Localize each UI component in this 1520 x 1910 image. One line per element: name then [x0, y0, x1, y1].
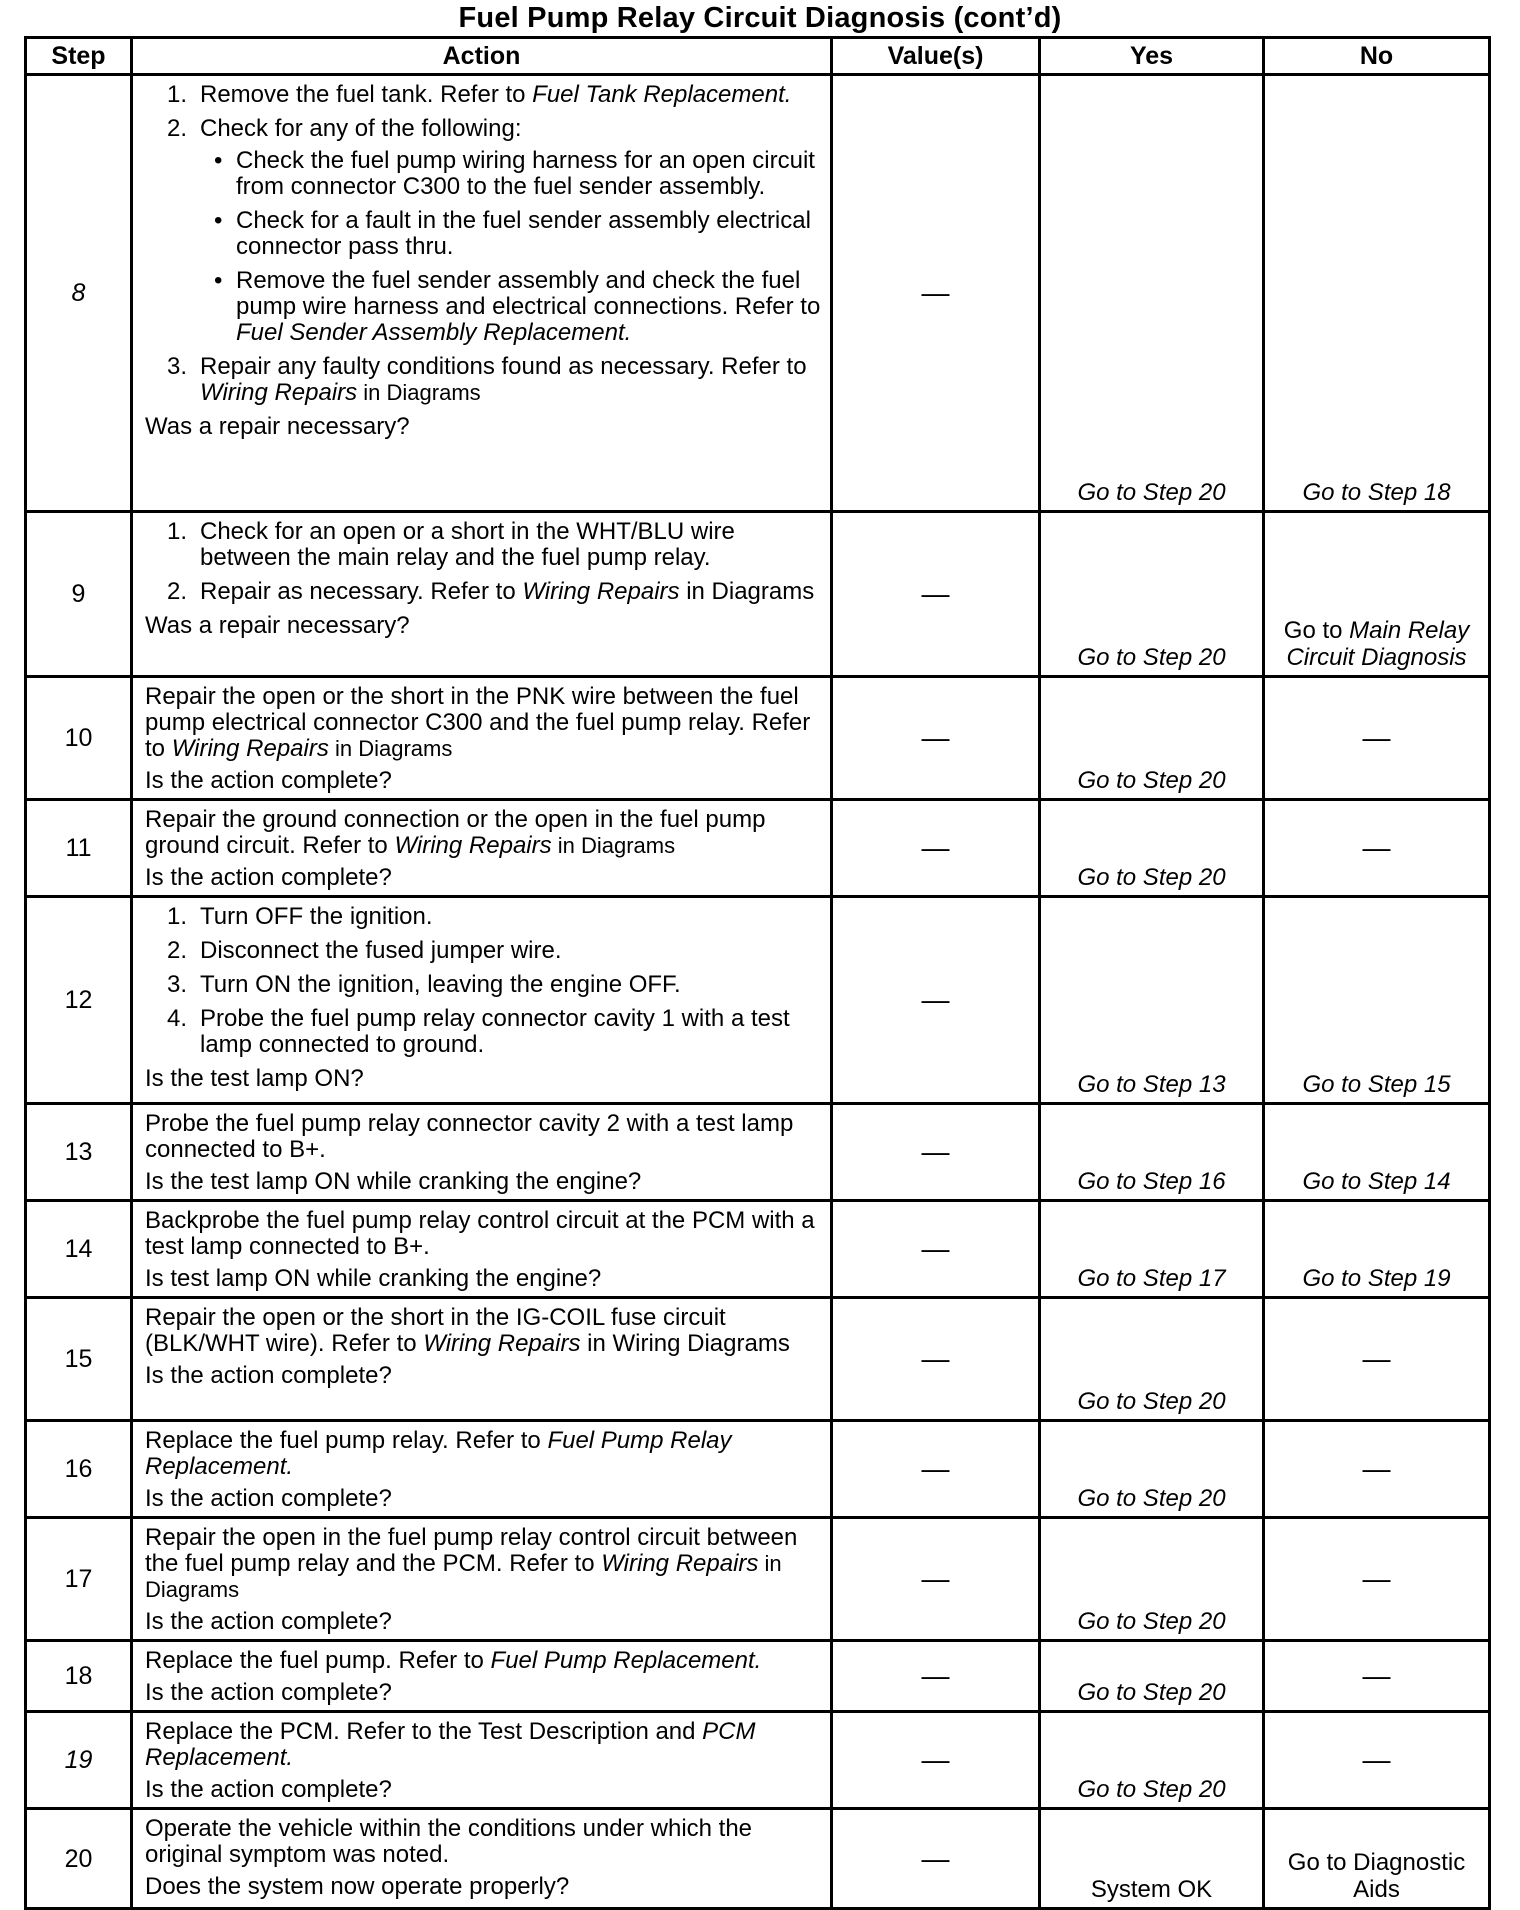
action-text: Replace the fuel pump relay. Refer to — [145, 1427, 548, 1454]
action-cell — [132, 1641, 832, 1712]
yes-outcome[interactable]: Go to Step 17 — [1077, 1265, 1226, 1292]
no-outcome[interactable]: Go to Step 15 — [1302, 1071, 1451, 1098]
step-number: 10 — [26, 677, 132, 800]
table-row — [26, 677, 1490, 800]
question-text: Is the action complete? — [145, 1362, 392, 1389]
reference-link[interactable]: Wiring Repairs — [171, 735, 329, 762]
action-text: Repair the open or the short in the PNK wire between the fuel pump electrical connector C300 and the fuel pump relay. Refer to — [145, 683, 811, 762]
reference-link[interactable]: Main Relay Circuit Diagnosis — [1286, 617, 1470, 671]
table-row — [26, 1641, 1490, 1712]
table-row — [26, 1104, 1490, 1201]
yes-outcome[interactable]: Go to Step 20 — [1077, 479, 1226, 506]
no-outcome: — — [1362, 1453, 1391, 1484]
yes-outcome[interactable]: System OK — [1090, 1876, 1213, 1903]
action-text — [145, 1428, 824, 1480]
reference-link[interactable]: Wiring Repairs — [394, 832, 552, 859]
bullet-item: • Check for a fault in the fuel sender assembly electrical connector pass thru. — [200, 208, 824, 260]
step-number: 14 — [26, 1201, 132, 1298]
action-substep — [145, 116, 824, 346]
question-text: Is the action complete? — [145, 1679, 392, 1706]
no-cell — [1264, 1712, 1490, 1809]
table-row — [26, 800, 1490, 897]
reference-link[interactable]: PCM Replacement. — [145, 1718, 756, 1771]
yes-cell — [1040, 1104, 1264, 1201]
action-text: Disconnect the fused jumper wire. — [200, 937, 562, 964]
question-text: Was a repair necessary? — [145, 413, 410, 440]
no-cell — [1264, 800, 1490, 897]
question-text: Does the system now operate properly? — [145, 1873, 570, 1900]
header-values: Value(s) — [832, 38, 1040, 75]
step-number: 17 — [26, 1518, 132, 1641]
no-outcome[interactable]: Go to Step 18 — [1302, 479, 1451, 506]
action-text: in Diagrams — [145, 1551, 782, 1602]
no-outcome[interactable]: Go to Step 14 — [1302, 1168, 1451, 1195]
action-text: Remove the fuel tank. Refer to — [200, 81, 533, 108]
value-cell: — — [832, 1104, 1040, 1201]
yes-outcome[interactable]: Go to Step 20 — [1077, 1679, 1226, 1706]
action-text: Probe the fuel pump relay connector cavity 2 with a test lamp connected to B+. — [145, 1110, 794, 1163]
substep-number: 1. — [167, 81, 188, 108]
step-number: 11 — [26, 800, 132, 897]
action-text: Check for an open or a short in the WHT/BLU wire between the main relay and the fuel pump relay. — [200, 518, 735, 571]
action-text: Replace the PCM. Refer to the Test Description and — [145, 1718, 703, 1745]
action-text — [145, 1525, 824, 1603]
action-cell — [132, 1201, 832, 1298]
reference-link[interactable]: Wiring Repairs — [200, 379, 358, 406]
action-substep — [145, 1006, 824, 1058]
value-cell: — — [832, 1421, 1040, 1518]
no-cell — [1264, 897, 1490, 1104]
bullet-item: • Check the fuel pump wiring harness for an open circuit from connector C300 to the fuel sender assembly. — [200, 148, 824, 200]
action-text: Repair as necessary. Refer to — [200, 578, 523, 605]
header-row — [26, 38, 1490, 75]
step-number: 8 — [26, 75, 132, 512]
table-row — [26, 1298, 1490, 1421]
no-outcome: — — [1362, 1744, 1391, 1775]
action-cell — [132, 512, 832, 677]
bullet-item — [200, 268, 824, 346]
value-cell: — — [832, 75, 1040, 512]
yes-outcome[interactable]: Go to Step 20 — [1077, 1776, 1226, 1803]
question-text: Is test lamp ON while cranking the engine? — [145, 1265, 602, 1292]
no-cell — [1264, 1201, 1490, 1298]
substep-number: 1. — [167, 518, 188, 545]
question-text: Is the action complete? — [145, 1608, 392, 1635]
reference-link[interactable]: Wiring Repairs — [522, 578, 680, 605]
page-title: Fuel Pump Relay Circuit Diagnosis (cont’d) — [458, 2, 1062, 34]
yes-cell — [1040, 1421, 1264, 1518]
action-text: Operate the vehicle within the conditions under which the original symptom was noted. — [145, 1815, 753, 1868]
no-cell — [1264, 1421, 1490, 1518]
action-text: Turn OFF the ignition. — [200, 903, 433, 930]
yes-cell — [1040, 1201, 1264, 1298]
yes-outcome[interactable]: Go to Step 20 — [1077, 1485, 1226, 1512]
no-cell — [1264, 75, 1490, 512]
question-text: Is the action complete? — [145, 767, 392, 794]
value-cell: — — [832, 897, 1040, 1104]
action-text: Repair any faulty conditions found as necessary. Refer to — [200, 353, 807, 380]
action-text: in Diagrams — [679, 578, 815, 605]
header-step: Step — [26, 38, 132, 75]
yes-outcome[interactable]: Go to Step 16 — [1077, 1168, 1226, 1195]
action-cell — [132, 1518, 832, 1641]
no-outcome: — — [1362, 1343, 1391, 1374]
table-row — [26, 1421, 1490, 1518]
action-text — [145, 1719, 824, 1771]
action-text: Probe the fuel pump relay connector cavity 1 with a test lamp connected to ground. — [200, 1005, 790, 1058]
table-row — [26, 1809, 1490, 1909]
value-cell: — — [832, 1641, 1040, 1712]
diagnosis-table — [24, 36, 1491, 1910]
no-cell — [1264, 1298, 1490, 1421]
reference-link[interactable]: Fuel Pump Relay Replacement. — [145, 1427, 732, 1480]
action-substep — [145, 82, 824, 108]
action-substep — [145, 972, 824, 998]
yes-cell — [1040, 1712, 1264, 1809]
no-cell — [1264, 1641, 1490, 1712]
value-cell: — — [832, 677, 1040, 800]
question-text: Is the test lamp ON? — [145, 1065, 364, 1092]
yes-cell — [1040, 677, 1264, 800]
substep-number: 2. — [167, 115, 188, 142]
table-row — [26, 1201, 1490, 1298]
step-number: 12 — [26, 897, 132, 1104]
table-row — [26, 1712, 1490, 1809]
value-cell: — — [832, 512, 1040, 677]
substep-number: 4. — [167, 1005, 188, 1032]
reference-link[interactable]: Fuel Tank Replacement. — [532, 81, 792, 108]
action-text: in Wiring Diagrams — [580, 1330, 790, 1357]
action-substep — [145, 354, 824, 406]
yes-outcome[interactable]: Go to Step 20 — [1077, 1388, 1226, 1415]
action-cell — [132, 1712, 832, 1809]
question-text: Was a repair necessary? — [145, 612, 410, 639]
yes-cell — [1040, 800, 1264, 897]
action-text: Repair the ground connection or the open in the fuel pump ground circuit. Refer to — [145, 806, 766, 859]
action-substep — [145, 579, 824, 605]
action-text: Backprobe the fuel pump relay control circuit at the PCM with a test lamp connected to B+. — [145, 1207, 815, 1260]
action-text: Turn ON the ignition, leaving the engine OFF. — [200, 971, 681, 998]
reference-link[interactable]: Fuel Pump Replacement. — [490, 1647, 762, 1674]
step-number: 18 — [26, 1641, 132, 1712]
question-text: Is the test lamp ON while cranking the engine? — [145, 1168, 642, 1195]
header-action: Action — [132, 38, 832, 75]
yes-outcome[interactable]: Go to Step 13 — [1077, 1071, 1226, 1098]
yes-cell — [1040, 1641, 1264, 1712]
reference-link[interactable]: Wiring Repairs — [601, 1550, 759, 1577]
action-substep — [145, 519, 824, 571]
yes-cell — [1040, 1518, 1264, 1641]
no-outcome[interactable]: Go to Diagnostic Aids — [1287, 1849, 1466, 1903]
value-cell: — — [832, 1298, 1040, 1421]
yes-outcome[interactable]: Go to Step 20 — [1077, 1608, 1226, 1635]
action-text: Check for any of the following: — [200, 115, 522, 142]
action-substep — [145, 904, 824, 930]
action-text: in Diagrams — [328, 736, 453, 761]
action-cell — [132, 677, 832, 800]
step-number: 15 — [26, 1298, 132, 1421]
no-outcome: — — [1362, 832, 1391, 863]
action-cell — [132, 1421, 832, 1518]
table-row — [26, 512, 1490, 677]
reference-link[interactable]: Fuel Sender Assembly Replacement. — [236, 319, 632, 346]
question-text: Is the action complete? — [145, 1776, 392, 1803]
value-cell: — — [832, 800, 1040, 897]
action-text: in Diagrams — [357, 380, 481, 405]
action-text: Replace the fuel pump. Refer to — [145, 1647, 491, 1674]
no-cell — [1264, 677, 1490, 800]
action-cell — [132, 1809, 832, 1909]
action-text — [145, 1648, 824, 1674]
action-cell — [132, 897, 832, 1104]
step-number: 9 — [26, 512, 132, 677]
question-text: Is the action complete? — [145, 1485, 392, 1512]
question-text: Is the action complete? — [145, 864, 392, 891]
header-yes: Yes — [1040, 38, 1264, 75]
reference-link[interactable]: Wiring Repairs — [423, 1330, 581, 1357]
action-text: Repair the open or the short in the IG-COIL fuse circuit (BLK/WHT wire). Refer to — [145, 1304, 726, 1357]
substep-number: 3. — [167, 353, 188, 380]
action-substep — [145, 938, 824, 964]
value-cell: — — [832, 1518, 1040, 1641]
step-number: 16 — [26, 1421, 132, 1518]
outcome-prefix: Go to — [1283, 617, 1350, 644]
value-cell: — — [832, 1201, 1040, 1298]
action-cell — [132, 800, 832, 897]
step-number: 20 — [26, 1809, 132, 1909]
no-cell — [1264, 512, 1490, 677]
yes-cell — [1040, 897, 1264, 1104]
no-cell — [1264, 1809, 1490, 1909]
action-text: in Diagrams — [551, 833, 676, 858]
action-text — [145, 807, 824, 859]
table-row — [26, 897, 1490, 1104]
table-row — [26, 75, 1490, 512]
action-text — [145, 684, 824, 762]
step-number: 13 — [26, 1104, 132, 1201]
yes-cell — [1040, 1809, 1264, 1909]
step-number: 19 — [26, 1712, 132, 1809]
no-outcome: — — [1362, 722, 1391, 753]
action-text: Remove the fuel sender assembly and check the fuel pump wire harness and electrical connections. Refer to — [236, 267, 821, 320]
yes-cell — [1040, 75, 1264, 512]
yes-outcome[interactable]: Go to Step 20 — [1077, 644, 1226, 671]
action-cell — [132, 1298, 832, 1421]
yes-outcome[interactable]: Go to Step 20 — [1077, 864, 1226, 891]
no-cell — [1264, 1104, 1490, 1201]
action-cell — [132, 75, 832, 512]
no-outcome: — — [1362, 1563, 1391, 1594]
table-row — [26, 1518, 1490, 1641]
action-text: Repair the open in the fuel pump relay control circuit between the fuel pump relay and the PCM. Refer to — [145, 1524, 798, 1577]
substep-number: 2. — [167, 578, 188, 605]
yes-outcome[interactable]: Go to Step 20 — [1077, 767, 1226, 794]
no-outcome: — — [1362, 1660, 1391, 1691]
no-outcome[interactable] — [1265, 617, 1488, 671]
yes-cell — [1040, 512, 1264, 677]
action-text — [145, 1305, 824, 1357]
substep-number: 1. — [167, 903, 188, 930]
no-cell — [1264, 1518, 1490, 1641]
header-no: No — [1264, 38, 1490, 75]
substep-number: 3. — [167, 971, 188, 998]
yes-cell — [1040, 1298, 1264, 1421]
action-cell — [132, 1104, 832, 1201]
value-cell: — — [832, 1809, 1040, 1909]
substep-number: 2. — [167, 937, 188, 964]
value-cell: — — [832, 1712, 1040, 1809]
no-outcome[interactable]: Go to Step 19 — [1302, 1265, 1451, 1292]
